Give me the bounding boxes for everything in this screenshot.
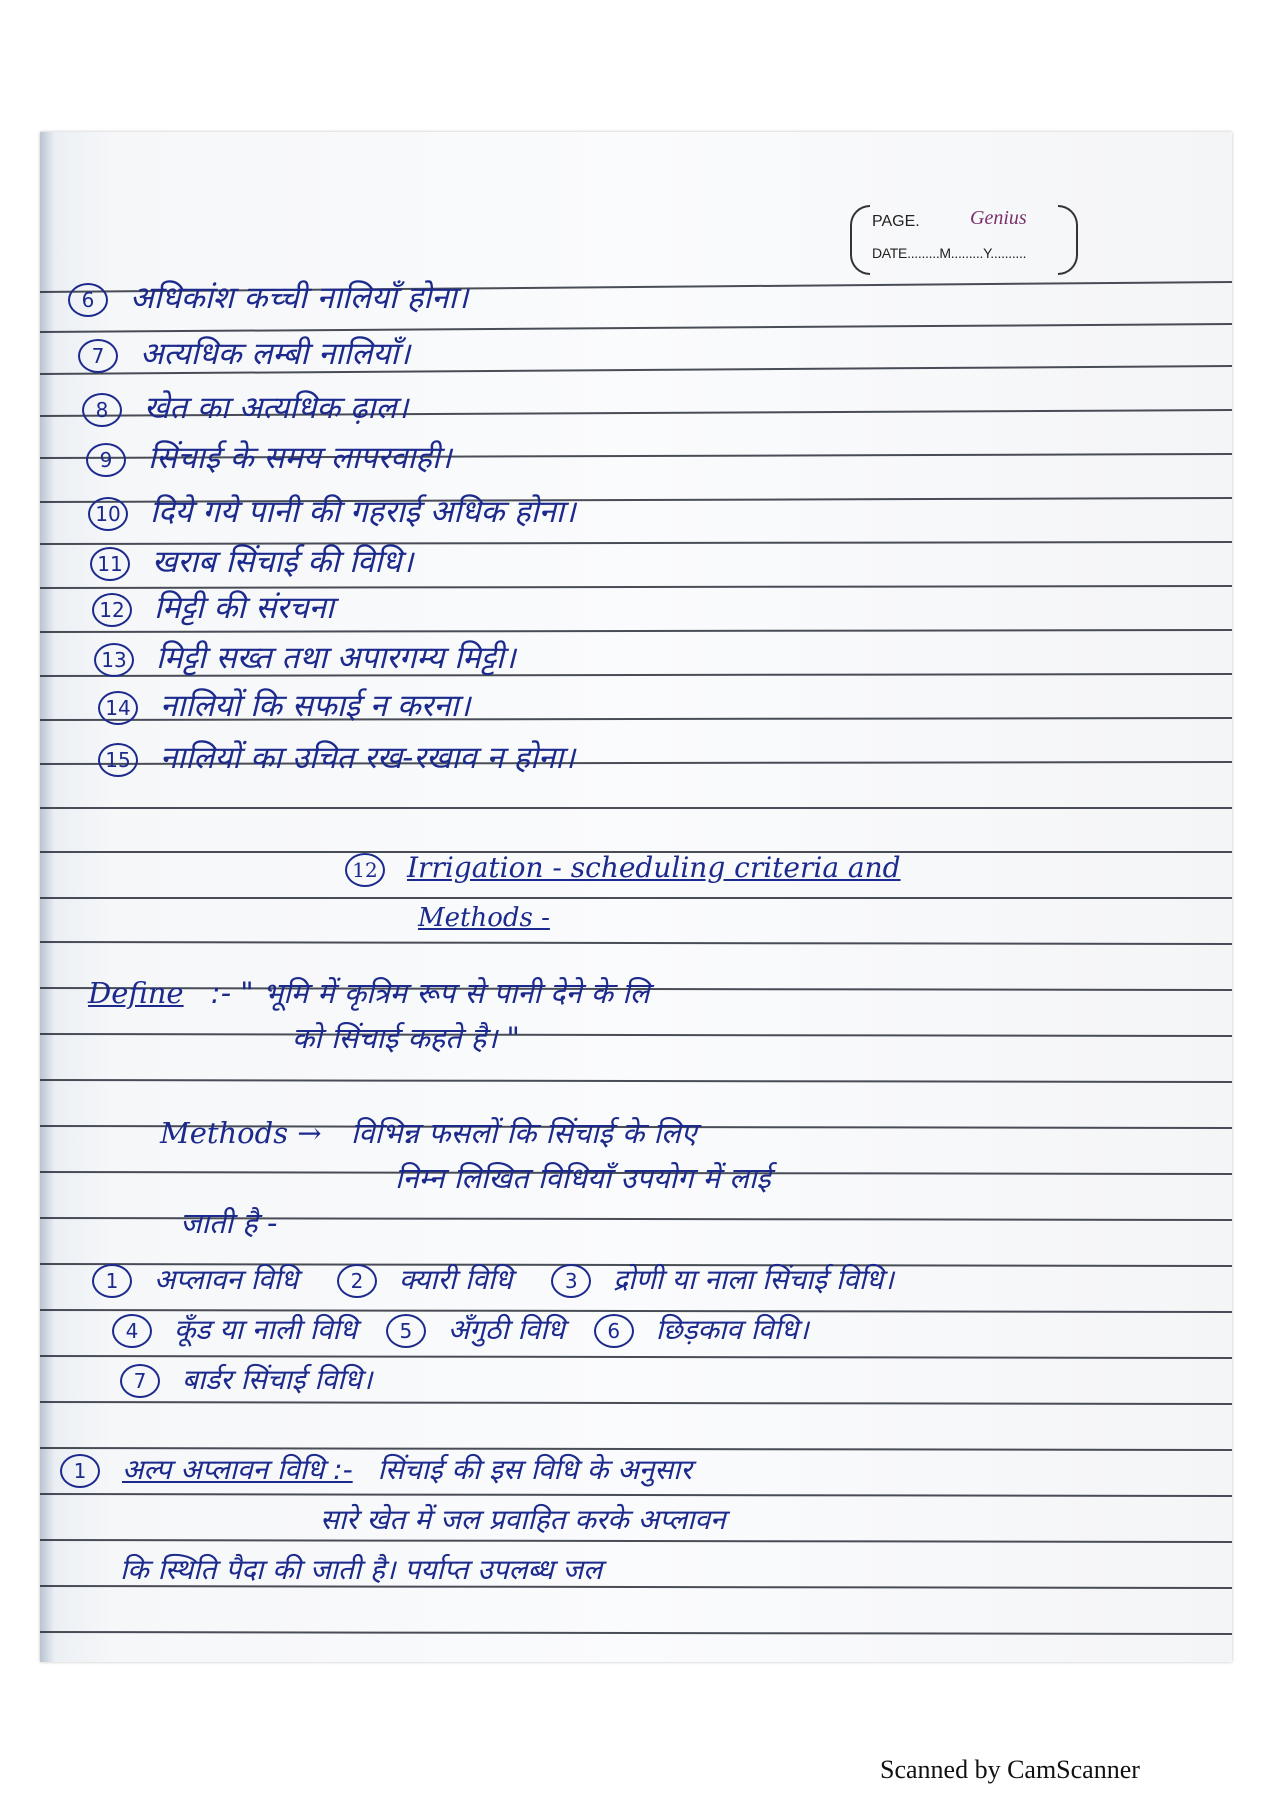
stamp-left-bracket — [850, 205, 870, 275]
section-heading-cont — [418, 900, 550, 936]
heading-line-2: Methods - — [418, 903, 550, 933]
method-number: 1 — [92, 1264, 132, 1298]
item-number: 6 — [68, 283, 108, 317]
paragraph-line-2 — [320, 1502, 726, 1538]
define-label: Define — [88, 976, 184, 1010]
item-text: नालियों कि सफाई न करना। — [160, 688, 471, 724]
method-text: क्यारी विधि — [398, 1263, 513, 1296]
method-text: अँगुठी विधि — [447, 1313, 565, 1346]
item-number: 12 — [92, 593, 132, 627]
list-item — [94, 640, 516, 677]
list-item — [90, 544, 413, 581]
item-number: 13 — [94, 643, 134, 677]
item-number: 15 — [98, 743, 138, 777]
define-line-2: को सिंचाई कहते है। " — [292, 1021, 520, 1055]
item-text: मिट्टी सख्त तथा अपारगम्य मिट्टी। — [156, 640, 516, 676]
list-item — [78, 336, 410, 373]
define-line-1: :- " भूमि में कृत्रिम रूप से पानी देने के लि — [210, 976, 650, 1010]
paragraph-line-3 — [120, 1552, 602, 1588]
method-number: 5 — [386, 1314, 426, 1348]
method-number: 6 — [594, 1314, 634, 1348]
paragraph-text-3: कि स्थिति पैदा की जाती है। पर्याप्त उपलब्ध जल — [120, 1553, 603, 1586]
definition — [88, 975, 649, 1011]
method-number: 3 — [551, 1264, 591, 1298]
list-item — [88, 494, 576, 531]
item-number: 11 — [90, 547, 130, 581]
item-text: खेत का अत्यधिक ढ़ाल। — [144, 390, 409, 426]
methods-row-1 — [92, 1262, 894, 1298]
methods-row-3 — [120, 1362, 372, 1398]
heading-number: 12 — [345, 853, 385, 887]
methods-intro-cont — [395, 1160, 771, 1196]
method-number: 4 — [112, 1314, 152, 1348]
page-date-stamp — [850, 205, 1078, 273]
paragraph-text-1: सिंचाई की इस विधि के अनुसार — [377, 1453, 692, 1486]
item-text: अधिकांश कच्ची नालियाँ होना। — [130, 280, 469, 316]
section-heading — [345, 850, 901, 887]
methods-label: Methods → — [160, 1116, 322, 1150]
methods-line-2: निम्न लिखित विधियाँ उपयोग में लाई — [395, 1161, 771, 1195]
list-item — [82, 390, 408, 427]
methods-line-1: विभिन्न फसलों कि सिंचाई के लिए — [350, 1116, 697, 1150]
scanner-watermark: Scanned by CamScanner — [880, 1755, 1140, 1784]
item-number: 8 — [82, 393, 122, 427]
definition-cont — [292, 1020, 520, 1056]
method-text: कूँड या नाली विधि — [174, 1313, 357, 1346]
heading-line-1: Irrigation - scheduling criteria and — [407, 851, 901, 884]
list-item — [68, 280, 468, 317]
item-text: नालियों का उचित रख-रखाव न होना। — [160, 740, 575, 776]
paragraph-line-1 — [60, 1452, 692, 1488]
list-item — [98, 688, 470, 725]
list-item — [92, 590, 334, 627]
item-text: खराब सिंचाई की विधि। — [152, 544, 414, 580]
method-text: बार्डर सिंचाई विधि। — [182, 1363, 373, 1396]
paragraph-text-2: सारे खेत में जल प्रवाहित करके अप्लावन — [320, 1503, 726, 1536]
methods-line-3: जाती है - — [180, 1206, 278, 1240]
method-text: छिड़काव विधि। — [655, 1313, 809, 1346]
page-label: PAGE. — [872, 213, 920, 230]
item-text: दिये गये पानी की गहराई अधिक होना। — [150, 494, 576, 530]
methods-intro — [160, 1115, 697, 1151]
list-item — [86, 440, 452, 477]
list-item — [98, 740, 575, 777]
brand-logo: Genius — [970, 207, 1027, 229]
method-text: अप्लावन विधि — [154, 1263, 299, 1296]
method-number: 7 — [120, 1364, 160, 1398]
item-number: 9 — [86, 443, 126, 477]
item-number: 14 — [98, 691, 138, 725]
paragraph-number: 1 — [60, 1454, 100, 1488]
item-text: मिट्टी की संरचना — [154, 590, 334, 626]
item-number: 10 — [88, 497, 128, 531]
stamp-right-bracket — [1058, 205, 1078, 275]
paragraph-label: अल्प अप्लावन विधि :- — [122, 1453, 353, 1486]
item-text: सिंचाई के समय लापरवाही। — [148, 440, 452, 476]
date-label: DATE.........M.........Y.......... — [872, 245, 1027, 261]
method-number: 2 — [337, 1264, 377, 1298]
method-text: द्रोणी या नाला सिंचाई विधि। — [613, 1263, 894, 1296]
item-text: अत्यधिक लम्बी नालियाँ। — [140, 336, 411, 372]
methods-row-2 — [112, 1312, 809, 1348]
methods-intro-end — [180, 1205, 277, 1241]
item-number: 7 — [78, 339, 118, 373]
